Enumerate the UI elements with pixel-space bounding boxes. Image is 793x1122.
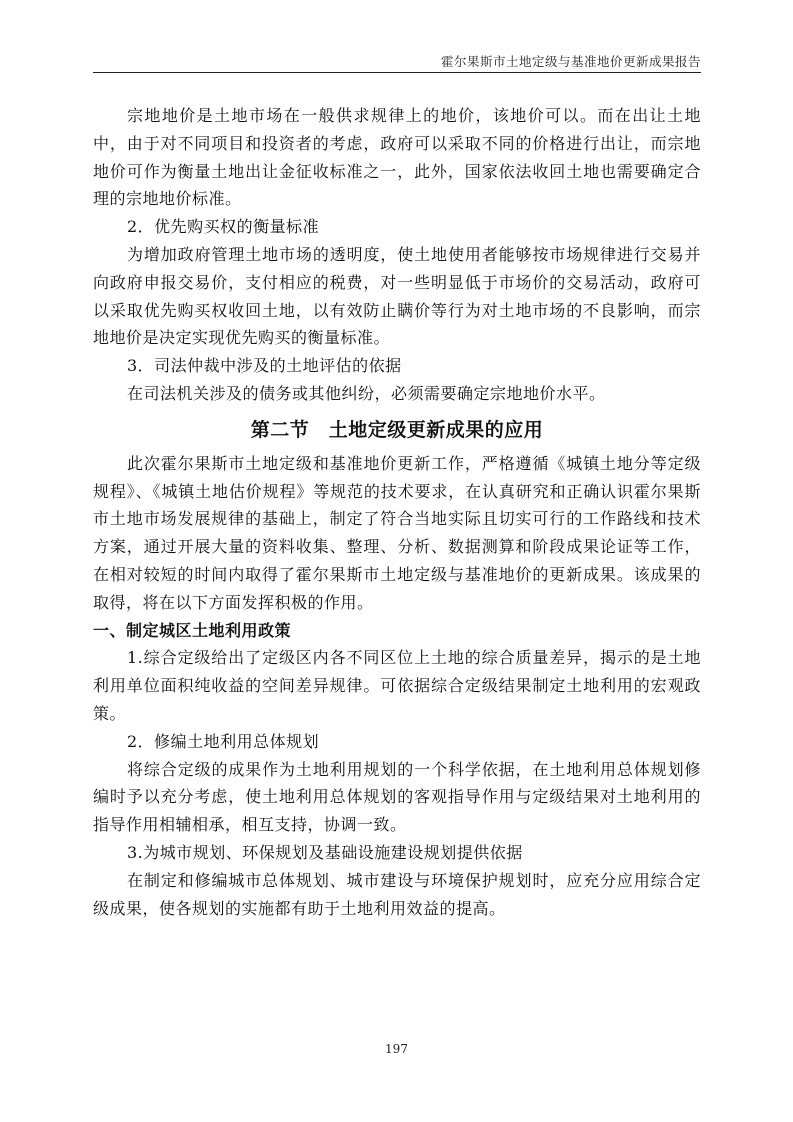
section-title: 第二节 土地定级更新成果的应用 [250,418,544,441]
page-number: 197 [385,1042,408,1056]
item-land-use-planning-title: 2．修编土地利用总体规划 [127,731,320,751]
paragraph-urban-planning: 在制定和修编城市总体规划、城市建设与环境保护规划时，应充分应用综合定级成果，使各规划的实施都有助于土地利用效益的提高。 [93,870,701,918]
page-header [93,0,701,76]
item-preemptive-purchase-title: 2．优先购买权的衡量标准 [127,217,320,237]
header-divider [93,72,701,73]
paragraph-section-intro: 此次霍尔果斯市土地定级和基准地价更新工作，严格遵循《城镇土地分等定级规程》、《城镇土地估价规程》等规范的技术要求，在认真研究和正确认识霍尔果斯市土地市场发展规律的基础上，制定了符合当地实际且切实可行的工作路线和技术方案，通过开展大量的资料收集、整理、分析、数据测算和阶段成果论证等工作，在相对较短的时间内取得了霍尔果斯市土地定级与基准地价的更新成果。该成果的取得，将在以下方面发挥积极的作用。 [93,453,701,612]
paragraph-comprehensive-grading: 1.综合定级给出了定级区内各不同区位上土地的综合质量差异，揭示的是土地利用单位面积纯收益的空间差异规律。可依据综合定级结果制定土地利用的宏观政策。 [93,648,701,723]
paragraph-parcel-land-price: 宗地地价是土地市场在一般供求规律上的地价，该地价可以。而在出让土地中，由于对不同项目和投资者的考虑，政府可以采取不同的价格进行出让，而宗地地价可作为衡量土地出让金征收标准之一，此外，国家依法收回土地也需要确定合理的宗地地价标准。 [93,106,701,209]
item-judicial-arbitration-title: 3．司法仲裁中涉及的土地评估的依据 [127,356,402,376]
page-body [93,102,701,922]
paragraph-land-use-planning: 将综合定级的成果作为土地利用规划的一个科学依据，在土地利用总体规划修编时予以充分考虑，使土地利用总体规划的客观指导作用与定级结果对土地利用的指导作用相辅相承，相互支持，协调一致。 [93,759,701,835]
sub-heading-land-use-policy: 一、制定城区土地利用政策 [93,620,292,640]
paragraph-preemptive-purchase: 为增加政府管理土地市场的透明度，使土地使用者能够按市场规律进行交易并向政府申报交易价，支付相应的税费，对一些明显低于市场价的交易活动，政府可以采取优先购买权收回土地，以有效防止瞒价等行为对土地市场的不良影响，而宗地地价是决定实现优先购买的衡量标准。 [93,244,701,348]
item-urban-planning-title: 3.为城市规划、环保规划及基础设施建设规划提供依据 [127,842,523,862]
paragraph-judicial-arbitration: 在司法机关涉及的债务或其他纠纷，必须需要确定宗地地价水平。 [127,383,606,403]
header-title: 霍尔果斯市土地定级与基准地价更新成果报告 [440,54,701,69]
